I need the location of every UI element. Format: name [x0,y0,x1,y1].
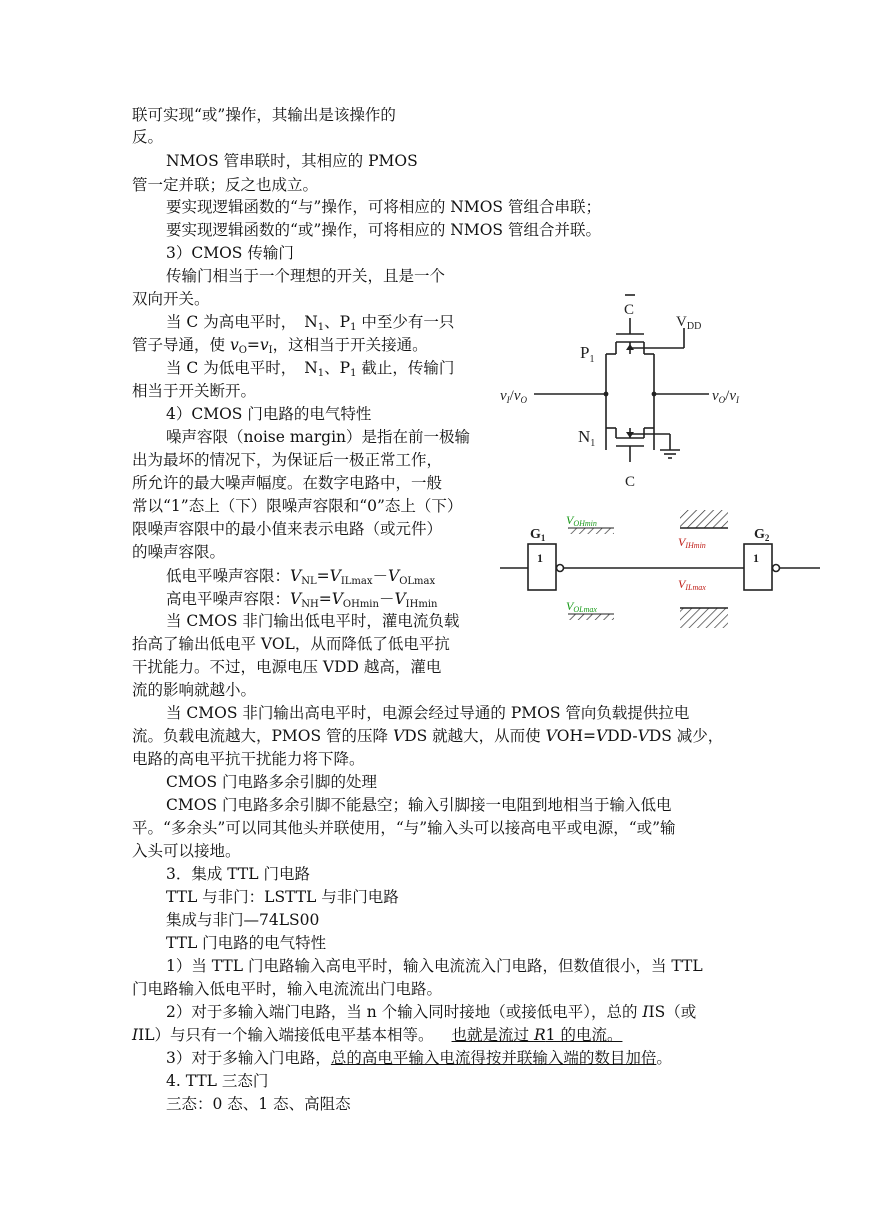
hatch-olmax [568,614,614,620]
hatch-high-block [680,510,728,528]
v-olmax-label: VOLmax [566,599,597,614]
text-line-25: 干扰能力。不过，电源电压 VDD 越高，灌电 [132,658,442,676]
c-bar-label: C [624,302,635,318]
text-line-12: 当 C 为低电平时， $N_1$、$P_1$ 截止，传输门 [166,359,455,379]
text-line-17: 所允许的最大噪声幅度。在数字电路中，一般 [132,474,443,492]
text-line-07: 3）CMOS 传输门 [166,244,294,262]
nmos-arrow [626,432,634,438]
text-line-19: 限噪声容限中的最小值来表示电路（或元件） [132,520,443,538]
text-line-08: 传输门相当于一个理想的开关，且是一个 [166,267,446,285]
text-line-41: IIL）与只有一个输入端接低电平基本相等。 也就是流过 R1 的电流。 [132,1026,623,1044]
input-label: $v_I/v_O$ [500,388,528,405]
text-line-16: 出为最坏的情况下，为保证后一极正常工作， [132,451,443,469]
text-line-24: 抬高了输出低电平 VOL，从而降低了低电平抗 [132,635,450,653]
hatch-ohmin [568,528,614,534]
text-line-04: 管一定并联；反之也成立。 [132,176,319,194]
g2-inverter-bubble [773,565,780,572]
text-line-02: 反。 [132,128,164,146]
text-line-28: 流。负载电流越大，PMOS 管的压降 VDS 就越大，从而使 VOH=VDD-VDS 减少， [132,727,724,745]
text-line-27: 当 CMOS 非门输出高电平时，电源会经过导通的 PMOS 管向负载提供拉电 [166,704,690,722]
left-node [604,392,609,397]
p1-label: $P_1$ [580,343,595,365]
text-line-34: 3．集成 TTL 门电路 [166,865,310,883]
g2-label: $G_2$ [754,527,770,543]
text-line-44: 三态：0 态、1 态、高阻态 [166,1095,351,1113]
text-line-09: 双向开关。 [132,290,210,308]
formula-low-noise-margin: 低电平噪声容限：$V_{NL}=V_{ILmax}-V_{OLmax}$ [166,567,436,587]
text-line-43: 4. TTL 三态门 [166,1072,269,1090]
vdd-label: $V_{DD}$ [676,314,702,332]
n1-label: $N_1$ [578,427,596,449]
noise-margin-diagram [494,500,824,640]
text-line-20: 的噪声容限。 [132,543,226,561]
gate1-symbol: 1 [537,551,543,565]
text-line-05: 要实现逻辑函数的“与”操作，可将相应的 NMOS 管组合串联； [166,198,601,216]
g1-inverter-bubble [557,565,564,572]
text-line-23: 当 CMOS 非门输出低电平时，灌电流负载 [166,612,460,630]
text-line-01: 联可实现“或”操作，其输出是该操作的 [132,106,396,124]
text-line-10: 当 C 为高电平时， $N_1$、$P_1$ 中至少有一只 [166,313,455,333]
text-line-30: CMOS 门电路多余引脚的处理 [166,773,377,791]
gate2-symbol: 1 [753,551,759,565]
text-line-31: CMOS 门电路多余引脚不能悬空；输入引脚接一电阻到地相当于输入低电 [166,796,672,814]
text-line-13: 相当于开关断开。 [132,382,257,400]
output-label: $v_O/v_I$ [712,388,740,405]
text-line-26: 流的影响就越小。 [132,681,257,699]
text-line-14: 4）CMOS 门电路的电气特性 [166,405,372,423]
text-line-42: 3）对于多输入门电路，总的高电平输入电流得按并联输入端的数目加倍。 [166,1049,672,1067]
v-ihmin-label: VIHmin [678,535,706,550]
text-line-06: 要实现逻辑函数的“或”操作，可将相应的 NMOS 管组合并联。 [166,221,601,239]
text-line-11: 管子导通，使 $v_O=v_I$，这相当于开关接通。 [132,336,428,356]
text-line-15: 噪声容限（noise margin）是指在前一极输 [166,428,471,446]
hatch-low-block [680,608,728,628]
transmission-gate-diagram [494,290,764,490]
text-line-38: 1）当 TTL 门电路输入高电平时，输入电流流入门电路，但数值很小，当 TTL [166,957,703,975]
text-line-40: 2）对于多输入端门电路，当 n 个输入同时接地（或接低电平），总的 IIS（或 [166,1003,697,1021]
text-line-03: NMOS 管串联时，其相应的 PMOS [166,152,418,170]
text-line-36: 集成与非门—74LS00 [166,911,320,929]
g1-label: $G_1$ [530,527,546,543]
text-line-37: TTL 门电路的电气特性 [166,934,327,952]
text-line-18: 常以“1”态上（下）限噪声容限和“0”态上（下） [132,497,463,515]
formula-high-noise-margin: 高电平噪声容限：$V_{NH}=V_{OHmin}-V_{IHmin}$ [166,590,438,610]
c-label: C [625,474,636,490]
text-line-33: 入头可以接地。 [132,842,241,860]
text-line-35: TTL 与非门：LSTTL 与非门电路 [166,888,399,906]
underlined-note: 也就是流过 R1 的电流。 [451,1026,623,1044]
pmos-arrow [626,344,634,350]
text-line-29: 电路的高电平抗干扰能力将下降。 [132,750,365,768]
right-node [652,392,657,397]
text-line-32: 平。“多余头”可以同其他头并联使用，“与”输入头可以接高电平或电源，“或”输 [132,819,676,837]
v-ohmin-label: VOHmin [566,513,597,528]
text-line-39: 门电路输入低电平时，输入电流流出门电路。 [132,980,443,998]
v-ilmax-label: VILmax [678,577,706,592]
